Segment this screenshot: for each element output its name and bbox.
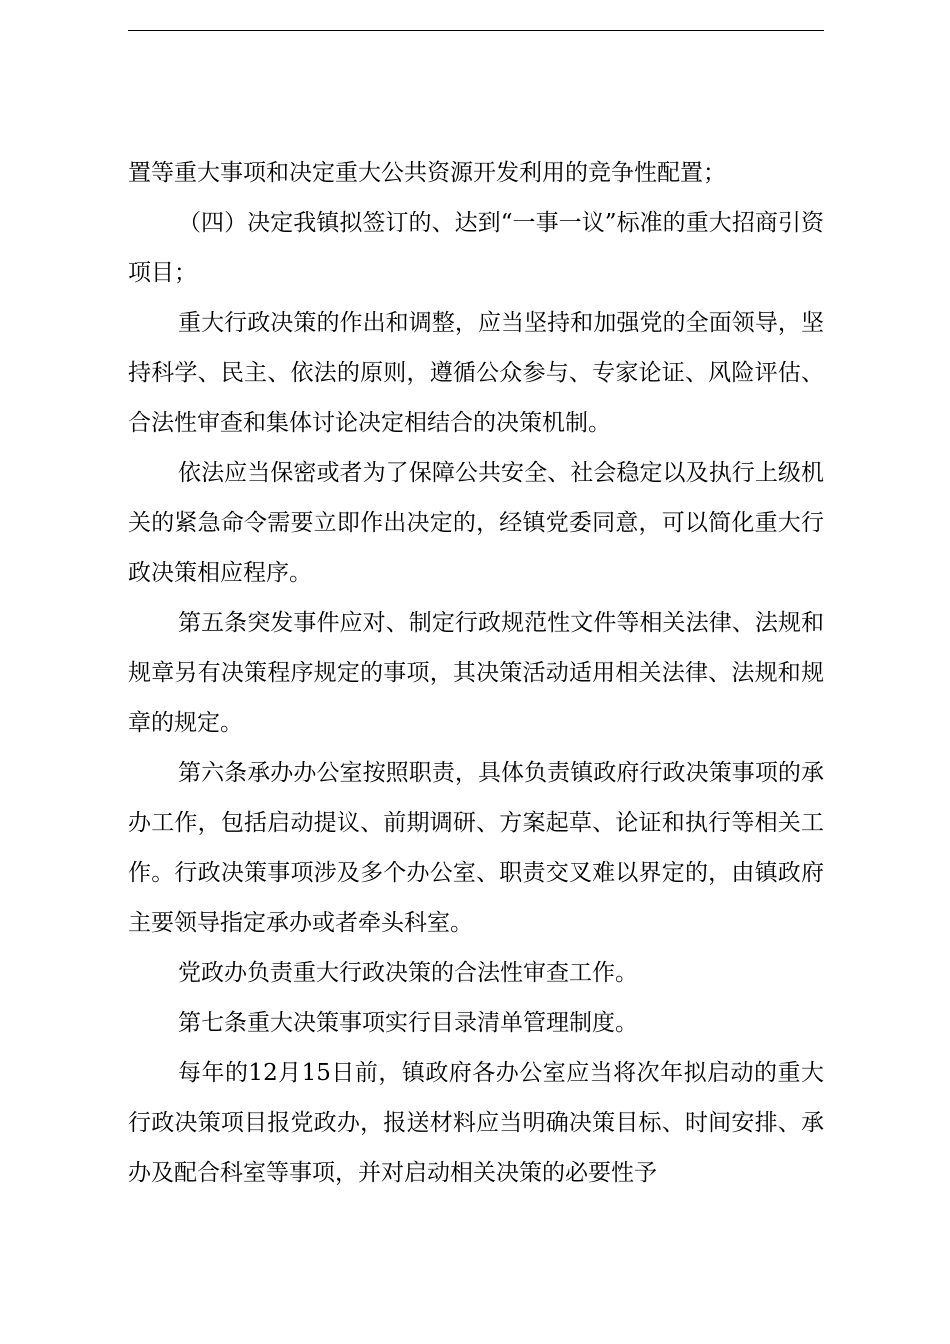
header-rule bbox=[128, 30, 824, 31]
paragraph: 每年的12月15日前，镇政府各办公室应当将次年拟启动的重大行政决策项目报党政办，报送材料应当明确决策目标、时间安排、承办及配合科室等事项，并对启动相关决策的必要性予 bbox=[128, 1060, 824, 1186]
paragraph: （四）决定我镇拟签订的、达到“一事一议”标准的重大招商引资项目； bbox=[128, 210, 824, 286]
paragraph: 置等重大事项和决定重大公共资源开发利用的竞争性配置； bbox=[128, 160, 726, 186]
paragraph: 依法应当保密或者为了保障公共安全、社会稳定以及执行上级机关的紧急命令需要立即作出决定的，经镇党委同意，可以简化重大行政决策相应程序。 bbox=[128, 460, 824, 586]
document-body bbox=[128, 148, 824, 1198]
paragraph: 重大行政决策的作出和调整，应当坚持和加强党的全面领导，坚持科学、民主、依法的原则，遵循公众参与、专家论证、风险评估、合法性审查和集体讨论决定相结合的决策机制。 bbox=[128, 310, 824, 436]
paragraph: 第七条重大决策事项实行目录清单管理制度。 bbox=[178, 1010, 638, 1036]
paragraph: 第六条承办办公室按照职责，具体负责镇政府行政决策事项的承办工作，包括启动提议、前期调研、方案起草、论证和执行等相关工作。行政决策事项涉及多个办公室、职责交叉难以界定的，由镇政府主要领导指定承办或者牵头科室。 bbox=[128, 760, 824, 936]
paragraph: 党政办负责重大行政决策的合法性审查工作。 bbox=[178, 960, 638, 986]
paragraph: 第五条突发事件应对、制定行政规范性文件等相关法律、法规和规章另有决策程序规定的事项，其决策活动适用相关法律、法规和规章的规定。 bbox=[128, 610, 824, 736]
